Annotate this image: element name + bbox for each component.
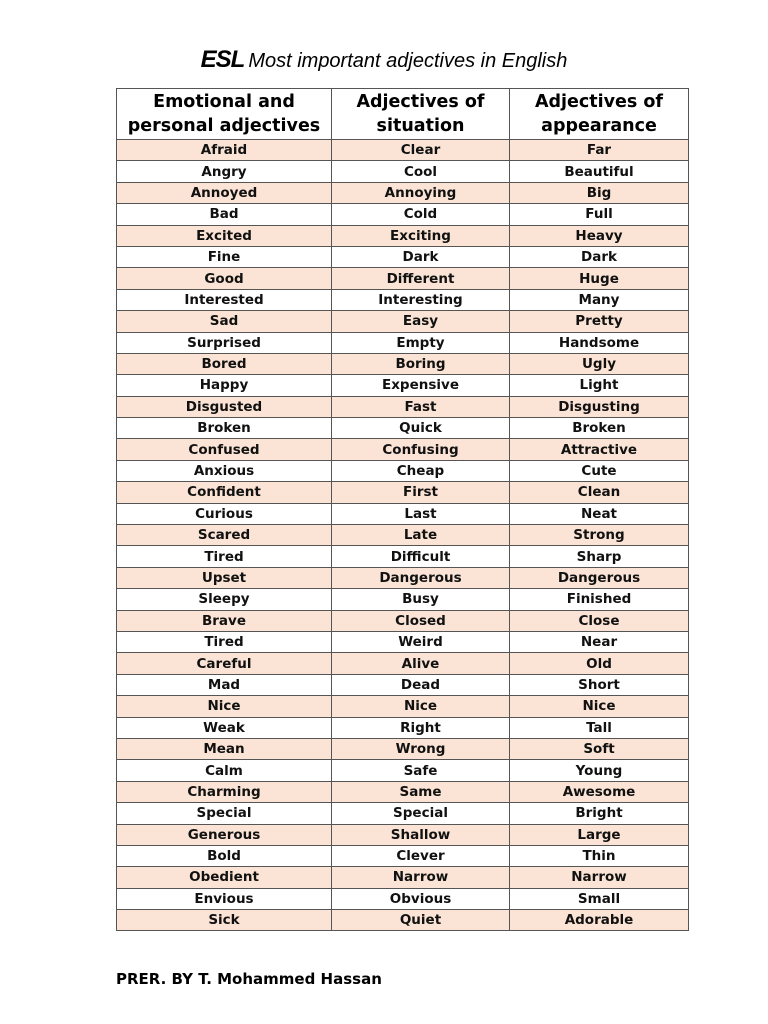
table-row: [117, 717, 689, 738]
table-row: [117, 546, 689, 567]
table-cell: Sad: [117, 311, 332, 332]
table-cell: Dark: [510, 246, 689, 267]
table-row: [117, 246, 689, 267]
table-row: [117, 910, 689, 931]
header-situation: Adjectives of situation: [332, 89, 510, 140]
table-cell: Attractive: [510, 439, 689, 460]
table-row: [117, 631, 689, 652]
table-cell: Sharp: [510, 546, 689, 567]
table-cell: Cold: [332, 204, 510, 225]
table-cell: Difficult: [332, 546, 510, 567]
table-row: [117, 674, 689, 695]
table-cell: Large: [510, 824, 689, 845]
table-cell: Brave: [117, 610, 332, 631]
table-cell: Different: [332, 268, 510, 289]
table-cell: Scared: [117, 525, 332, 546]
table-row: [117, 161, 689, 182]
table-row: [117, 867, 689, 888]
table-cell: Far: [510, 140, 689, 161]
table-cell: Cute: [510, 460, 689, 481]
table-cell: Close: [510, 610, 689, 631]
table-cell: Charming: [117, 781, 332, 802]
table-row: [117, 888, 689, 909]
table-cell: Confused: [117, 439, 332, 460]
table-cell: Same: [332, 781, 510, 802]
table-cell: Fine: [117, 246, 332, 267]
table-row: [117, 824, 689, 845]
title-prefix: ESL: [200, 46, 245, 73]
table-cell: Tired: [117, 546, 332, 567]
table-cell: Closed: [332, 610, 510, 631]
table-cell: Fast: [332, 396, 510, 417]
table-cell: Bad: [117, 204, 332, 225]
table-row: [117, 738, 689, 759]
table-cell: Shallow: [332, 824, 510, 845]
table-row: [117, 375, 689, 396]
title-text: Most important adjectives in English: [248, 50, 568, 72]
table-row: [117, 482, 689, 503]
table-row: [117, 845, 689, 866]
table-cell: Beautiful: [510, 161, 689, 182]
table-cell: Finished: [510, 589, 689, 610]
table-row: [117, 460, 689, 481]
table-cell: Young: [510, 760, 689, 781]
table-row: [117, 803, 689, 824]
table-cell: Clever: [332, 845, 510, 866]
table-cell: Annoying: [332, 182, 510, 203]
table-row: [117, 182, 689, 203]
table-cell: Neat: [510, 503, 689, 524]
table-cell: Big: [510, 182, 689, 203]
table-row: [117, 589, 689, 610]
table-cell: Mad: [117, 674, 332, 695]
table-cell: Disgusting: [510, 396, 689, 417]
table-cell: Interested: [117, 289, 332, 310]
table-cell: Full: [510, 204, 689, 225]
table-row: [117, 696, 689, 717]
table-cell: Exciting: [332, 225, 510, 246]
table-cell: Cheap: [332, 460, 510, 481]
table-cell: Short: [510, 674, 689, 695]
table-cell: Disgusted: [117, 396, 332, 417]
table-row: [117, 396, 689, 417]
table-cell: Nice: [332, 696, 510, 717]
table-cell: Thin: [510, 845, 689, 866]
table-cell: Near: [510, 631, 689, 652]
table-row: [117, 418, 689, 439]
table-cell: Nice: [510, 696, 689, 717]
table-cell: Late: [332, 525, 510, 546]
table-cell: Tall: [510, 717, 689, 738]
table-cell: Handsome: [510, 332, 689, 353]
table-cell: Broken: [510, 418, 689, 439]
table-cell: Mean: [117, 738, 332, 759]
table-cell: Boring: [332, 353, 510, 374]
table-cell: Sick: [117, 910, 332, 931]
table-row: [117, 653, 689, 674]
table-cell: Expensive: [332, 375, 510, 396]
table-cell: Sleepy: [117, 589, 332, 610]
table-cell: Weak: [117, 717, 332, 738]
table-cell: Dark: [332, 246, 510, 267]
table-cell: Light: [510, 375, 689, 396]
table-cell: Heavy: [510, 225, 689, 246]
table-cell: Dangerous: [332, 567, 510, 588]
table-cell: First: [332, 482, 510, 503]
table-cell: Adorable: [510, 910, 689, 931]
table-cell: Ugly: [510, 353, 689, 374]
table-cell: Huge: [510, 268, 689, 289]
table-cell: Soft: [510, 738, 689, 759]
table-cell: Awesome: [510, 781, 689, 802]
table-cell: Annoyed: [117, 182, 332, 203]
table-cell: Dead: [332, 674, 510, 695]
table-cell: Nice: [117, 696, 332, 717]
table-row: [117, 204, 689, 225]
table-cell: Good: [117, 268, 332, 289]
table-cell: Narrow: [332, 867, 510, 888]
table-cell: Bright: [510, 803, 689, 824]
table-cell: Narrow: [510, 867, 689, 888]
table-cell: Quick: [332, 418, 510, 439]
table-row: [117, 610, 689, 631]
header-appearance: Adjectives of appearance: [510, 89, 689, 140]
table-row: [117, 289, 689, 310]
table-cell: Tired: [117, 631, 332, 652]
table-row: [117, 525, 689, 546]
author-credit: PRER. BY T. Mohammed Hassan: [116, 970, 382, 988]
table-cell: Anxious: [117, 460, 332, 481]
table-cell: Curious: [117, 503, 332, 524]
table-cell: Confident: [117, 482, 332, 503]
table-cell: Clean: [510, 482, 689, 503]
table-cell: Special: [332, 803, 510, 824]
table-cell: Wrong: [332, 738, 510, 759]
table-cell: Generous: [117, 824, 332, 845]
table-cell: Last: [332, 503, 510, 524]
table-row: [117, 439, 689, 460]
table-cell: Angry: [117, 161, 332, 182]
table-cell: Obedient: [117, 867, 332, 888]
table-row: [117, 353, 689, 374]
table-cell: Excited: [117, 225, 332, 246]
adjectives-table: [116, 88, 689, 931]
table-row: [117, 760, 689, 781]
table-cell: Empty: [332, 332, 510, 353]
table-cell: Cool: [332, 161, 510, 182]
table-cell: Right: [332, 717, 510, 738]
table-cell: Small: [510, 888, 689, 909]
header-emotional: Emotional and personal adjectives: [117, 89, 332, 140]
table-cell: Happy: [117, 375, 332, 396]
table-cell: Confusing: [332, 439, 510, 460]
table-cell: Old: [510, 653, 689, 674]
table-cell: Dangerous: [510, 567, 689, 588]
table-cell: Clear: [332, 140, 510, 161]
table-row: [117, 268, 689, 289]
table-cell: Many: [510, 289, 689, 310]
table-cell: Strong: [510, 525, 689, 546]
table-row: [117, 311, 689, 332]
table-cell: Envious: [117, 888, 332, 909]
table-header-row: [117, 89, 689, 140]
table-cell: Surprised: [117, 332, 332, 353]
table-row: [117, 781, 689, 802]
table-cell: Calm: [117, 760, 332, 781]
table-cell: Obvious: [332, 888, 510, 909]
table-cell: Careful: [117, 653, 332, 674]
table-cell: Upset: [117, 567, 332, 588]
page-title: [0, 46, 768, 74]
table-cell: Broken: [117, 418, 332, 439]
table-row: [117, 140, 689, 161]
table-cell: Safe: [332, 760, 510, 781]
table-cell: Special: [117, 803, 332, 824]
table-cell: Easy: [332, 311, 510, 332]
table-row: [117, 225, 689, 246]
table-cell: Busy: [332, 589, 510, 610]
table-cell: Bold: [117, 845, 332, 866]
table-cell: Interesting: [332, 289, 510, 310]
table-cell: Weird: [332, 631, 510, 652]
table-row: [117, 503, 689, 524]
table-row: [117, 332, 689, 353]
table-row: [117, 567, 689, 588]
table-cell: Quiet: [332, 910, 510, 931]
table-cell: Bored: [117, 353, 332, 374]
table-cell: Alive: [332, 653, 510, 674]
table-cell: Pretty: [510, 311, 689, 332]
table-cell: Afraid: [117, 140, 332, 161]
